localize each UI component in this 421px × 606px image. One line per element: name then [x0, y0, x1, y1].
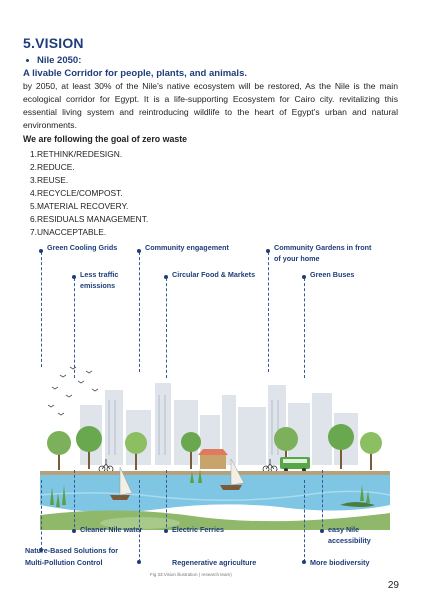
- goal-item: 2.REDUCE.: [30, 162, 75, 172]
- goal-item: 7.UNACCEPTABLE.: [30, 227, 107, 237]
- goal-item: 5.MATERIAL RECOVERY.: [30, 201, 129, 211]
- figure-caption: Fig 33:Vision illustration ( research team): [150, 572, 232, 577]
- goals-list: [30, 148, 148, 239]
- goal-item: 3.REUSE.: [30, 175, 69, 185]
- leader-line: [268, 252, 269, 372]
- leader-dot: [302, 275, 306, 279]
- label-electric-ferries: Electric Ferries: [172, 525, 224, 534]
- label-nature-based: Nature-Based Solutions for: [25, 546, 119, 555]
- section-heading: 5.VISION: [23, 35, 84, 51]
- label-biodiversity: More biodiversity: [310, 558, 370, 567]
- bullet-icon: [26, 59, 29, 62]
- leader-line: [139, 480, 140, 562]
- leader-dot: [72, 529, 76, 533]
- label-green-buses: Green Buses: [310, 270, 355, 279]
- label-circular-food: Circular Food & Markets: [172, 270, 256, 279]
- goal-item: 4.RECYCLE/COMPOST.: [30, 188, 123, 198]
- leader-line: [41, 480, 42, 550]
- market-icon: [198, 449, 228, 469]
- leader-line: [304, 278, 305, 378]
- leader-line: [166, 278, 167, 378]
- leader-dot: [164, 275, 168, 279]
- leader-dot: [266, 249, 270, 253]
- leader-line: [166, 470, 167, 532]
- label-community-engagement: Community engagement: [145, 243, 229, 252]
- leader-dot: [137, 560, 141, 564]
- leader-line: [74, 470, 75, 532]
- leader-line: [74, 278, 75, 378]
- subheading: A livable Corridor for people, plants, and animals.: [23, 68, 247, 79]
- leader-dot: [320, 529, 324, 533]
- leader-dot: [164, 529, 168, 533]
- label-community-gardens-2: of your home: [274, 254, 320, 263]
- page-number: 29: [387, 580, 399, 591]
- vision-paragraph: by 2050, at least 30% of the Nile’s native ecosystem will be restored, As the Nile is the main ecological corridor for Egypt. It is a life-supporting Ecosystem for Cairo city. revitalizing this essential living system and reintroducing wildlife to the heart of Egypt’s urban and natural environments.: [23, 81, 398, 130]
- label-community-gardens: Community Gardens in front: [274, 243, 372, 252]
- label-regenerative: Regenerative agriculture: [172, 558, 257, 567]
- bullet-text: Nile 2050:: [37, 55, 82, 66]
- label-nature-based-2: Multi-Pollution Control: [25, 558, 103, 567]
- leader-dot: [39, 249, 43, 253]
- label-cleaner-nile: Cleaner Nile water: [80, 525, 143, 534]
- leader-line: [139, 252, 140, 372]
- leader-dot: [72, 275, 76, 279]
- vision-illustration: [40, 355, 390, 530]
- bullet-item: [26, 55, 81, 66]
- leader-line: [322, 470, 323, 532]
- goal-item: 1.RETHINK/REDESIGN.: [30, 149, 123, 159]
- goal-title: We are following the goal of zero waste: [23, 134, 188, 144]
- goal-item: 6.RESIDUALS MANAGEMENT.: [30, 214, 149, 224]
- leader-dot: [137, 249, 141, 253]
- leader-dot: [302, 560, 306, 564]
- label-easy-nile: easy Nile: [328, 525, 360, 534]
- label-less-traffic-2: emissions: [80, 281, 116, 290]
- leader-line: [41, 252, 42, 367]
- label-easy-nile-2: accessibility: [328, 536, 371, 545]
- leader-line: [304, 480, 305, 562]
- label-less-traffic: Less traffic: [80, 270, 119, 279]
- label-green-cooling: Green Cooling Grids: [47, 243, 118, 252]
